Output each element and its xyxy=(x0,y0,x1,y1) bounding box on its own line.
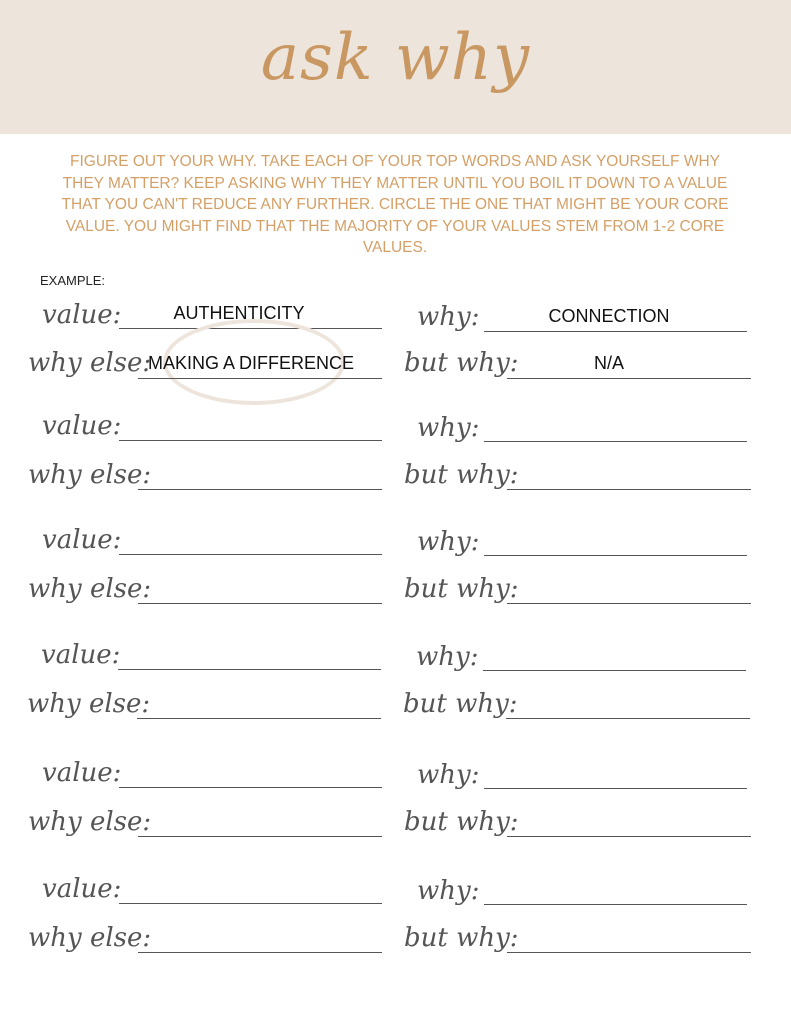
why-else-line[interactable] xyxy=(138,603,382,604)
why-else-label: why else: xyxy=(28,460,152,490)
value-line[interactable] xyxy=(118,669,381,670)
why-line[interactable] xyxy=(483,670,746,671)
why-label: why: xyxy=(417,876,480,906)
example-why-else-answer[interactable]: MAKING A DIFFERENCE xyxy=(147,353,355,373)
but-why-label: but why: xyxy=(404,574,519,604)
but-why-label: but why: xyxy=(404,923,519,953)
why-line[interactable] xyxy=(484,788,747,789)
but-why-label: but why: xyxy=(404,460,519,490)
why-else-line xyxy=(138,378,382,379)
why-label: why: xyxy=(416,642,479,672)
example-label: EXAMPLE: xyxy=(40,273,106,288)
why-label: why: xyxy=(417,760,480,790)
but-why-label: but why: xyxy=(404,348,519,378)
value-label: value: xyxy=(42,525,122,555)
why-else-label: why else: xyxy=(28,807,152,837)
but-why-line[interactable] xyxy=(507,836,751,837)
value-line[interactable] xyxy=(119,787,382,788)
but-why-line[interactable] xyxy=(506,718,750,719)
why-else-label: why else: xyxy=(28,574,152,604)
value-label: value: xyxy=(42,300,122,330)
why-line[interactable] xyxy=(484,555,747,556)
but-why-line[interactable] xyxy=(507,489,751,490)
value-label: value: xyxy=(42,874,122,904)
why-else-label: why else: xyxy=(28,348,152,378)
example-why-answer[interactable]: CONNECTION xyxy=(548,306,670,326)
value-label: value: xyxy=(42,411,122,441)
but-why-label: but why: xyxy=(403,689,518,719)
but-why-line[interactable] xyxy=(507,603,751,604)
but-why-line[interactable] xyxy=(507,952,751,953)
why-else-line[interactable] xyxy=(138,836,382,837)
value-label: value: xyxy=(41,640,121,670)
why-else-line[interactable] xyxy=(137,718,381,719)
value-line[interactable] xyxy=(119,440,382,441)
but-why-label: but why: xyxy=(404,807,519,837)
why-else-line[interactable] xyxy=(138,489,382,490)
example-but-why-answer[interactable]: N/A xyxy=(593,353,624,373)
why-line[interactable] xyxy=(484,441,747,442)
but-why-line xyxy=(507,378,751,379)
page-title: ask why xyxy=(260,21,531,95)
why-label: why: xyxy=(417,302,480,332)
why-else-label: why else: xyxy=(28,923,152,953)
why-line xyxy=(484,331,747,332)
why-else-line[interactable] xyxy=(138,952,382,953)
value-line[interactable] xyxy=(119,903,382,904)
instructions-text: FIGURE OUT YOUR WHY. TAKE EACH OF YOUR TOP WORDS AND ASK YOURSELF WHY THEY MATTER? KEEP ASKING WHY THEY MATTER UNTIL YOU BOIL IT DOWN TO A VALUE THAT YOU CAN'T REDUCE ANY FURTHER. CIRCLE THE ONE THAT MIGHT BE YOUR CORE VALUE. YOU MIGHT FIND THAT THE MAJORITY OF YOUR VALUES STEM FROM 1-2 CORE VALUES. xyxy=(61,153,729,256)
example-value-answer[interactable]: AUTHENTICITY xyxy=(173,303,305,323)
why-label: why: xyxy=(417,527,480,557)
value-line[interactable] xyxy=(119,554,382,555)
value-label: value: xyxy=(42,758,122,788)
why-label: why: xyxy=(417,413,480,443)
why-line[interactable] xyxy=(484,904,747,905)
why-else-label: why else: xyxy=(27,689,151,719)
